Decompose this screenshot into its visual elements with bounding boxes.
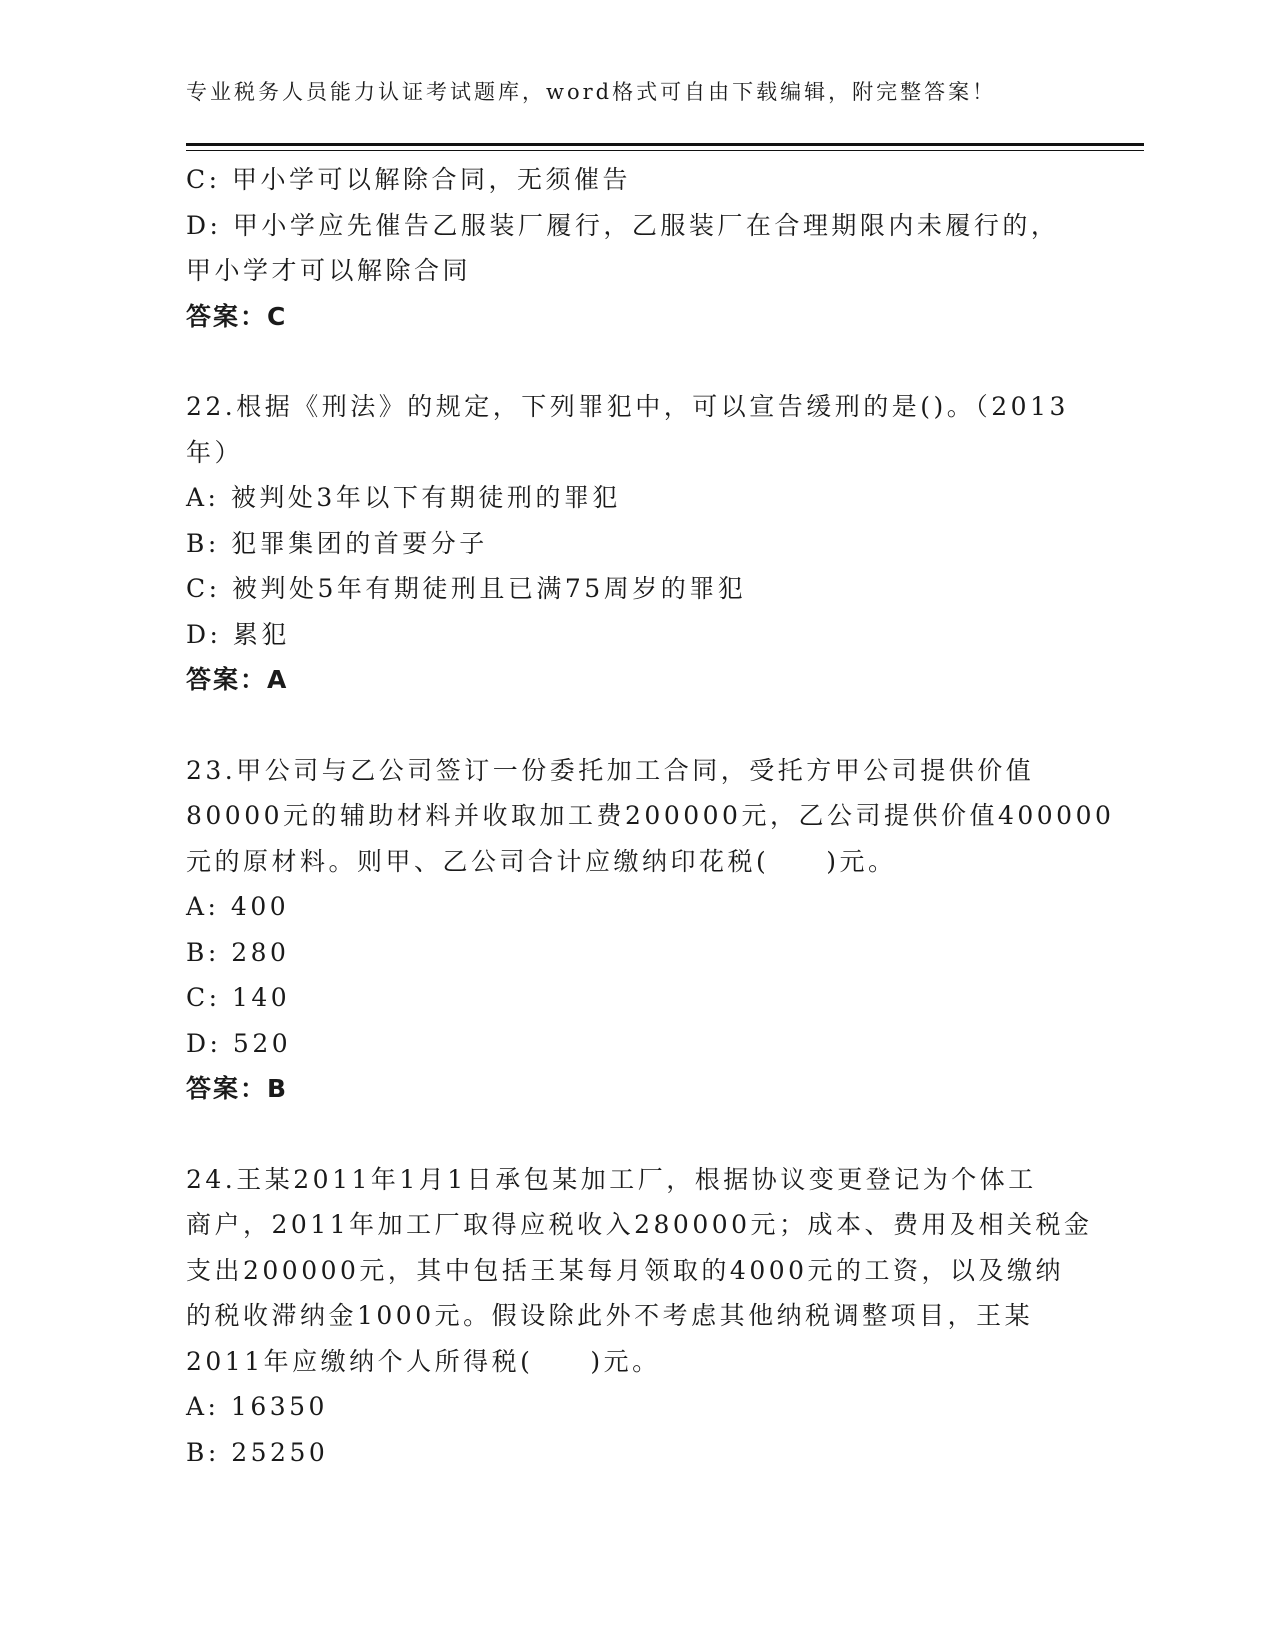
q22-option-c: C: 被判处5年有期徒刑且已满75周岁的罪犯	[186, 574, 747, 603]
q23-option-c: C: 140	[186, 983, 291, 1012]
q23-question-line: 80000元的辅助材料并收取加工费200000元，乙公司提供价值400000	[186, 801, 1115, 830]
q23-question-line: 23.甲公司与乙公司签订一份委托加工合同，受托方甲公司提供价值	[186, 755, 1035, 785]
q24-option-a: A: 16350	[186, 1392, 328, 1421]
q24-question-line: 商户，2011年加工厂取得应税收入280000元；成本、费用及相关税金	[186, 1210, 1093, 1239]
q22-option-b: B: 犯罪集团的首要分子	[186, 528, 488, 558]
question-content	[186, 157, 1115, 1475]
q24-option-b: B: 25250	[186, 1437, 329, 1467]
q21-option-d-continued: 甲小学才可以解除合同	[186, 256, 472, 285]
q23-option-b: B: 280	[186, 937, 290, 967]
q21-option-c: C: 甲小学可以解除合同，无须催告	[186, 165, 631, 194]
q22-option-a: A: 被判处3年以下有期徒刑的罪犯	[186, 483, 621, 512]
q21-answer: 答案：C	[186, 301, 288, 331]
q23-option-d: D: 520	[186, 1028, 292, 1058]
q22-answer: 答案：A	[186, 665, 289, 694]
q21-option-d: D: 甲小学应先催告乙服装厂履行，乙服装厂在合理期限内未履行的，	[186, 210, 1060, 240]
q22-question-line: 22.根据《刑法》的规定，下列罪犯中，可以宣告缓刑的是()。（2013	[186, 392, 1069, 421]
q23-question-line: 元的原材料。则甲、乙公司合计应缴纳印花税( )元。	[186, 846, 897, 876]
q22-option-d: D: 累犯	[186, 619, 290, 649]
header-rule-thick	[186, 143, 1144, 146]
q22-question-line: 年）	[186, 437, 244, 467]
q24-question-line: 24.王某2011年1月1日承包某加工厂，根据协议变更登记为个体工	[186, 1164, 1037, 1194]
q24-question-line: 支出200000元，其中包括王某每月领取的4000元的工资，以及缴纳	[186, 1255, 1065, 1285]
page-header: 专业税务人员能力认证考试题库，word格式可自由下载编辑，附完整答案！	[186, 80, 997, 104]
q23-option-a: A: 400	[186, 892, 290, 921]
q24-question-line: 2011年应缴纳个人所得税( )元。	[186, 1346, 661, 1376]
q24-question-line: 的税收滞纳金1000元。假设除此外不考虑其他纳税调整项目，王某	[186, 1301, 1034, 1330]
q23-answer: 答案：B	[186, 1074, 289, 1103]
header-rule-thin	[186, 150, 1144, 151]
